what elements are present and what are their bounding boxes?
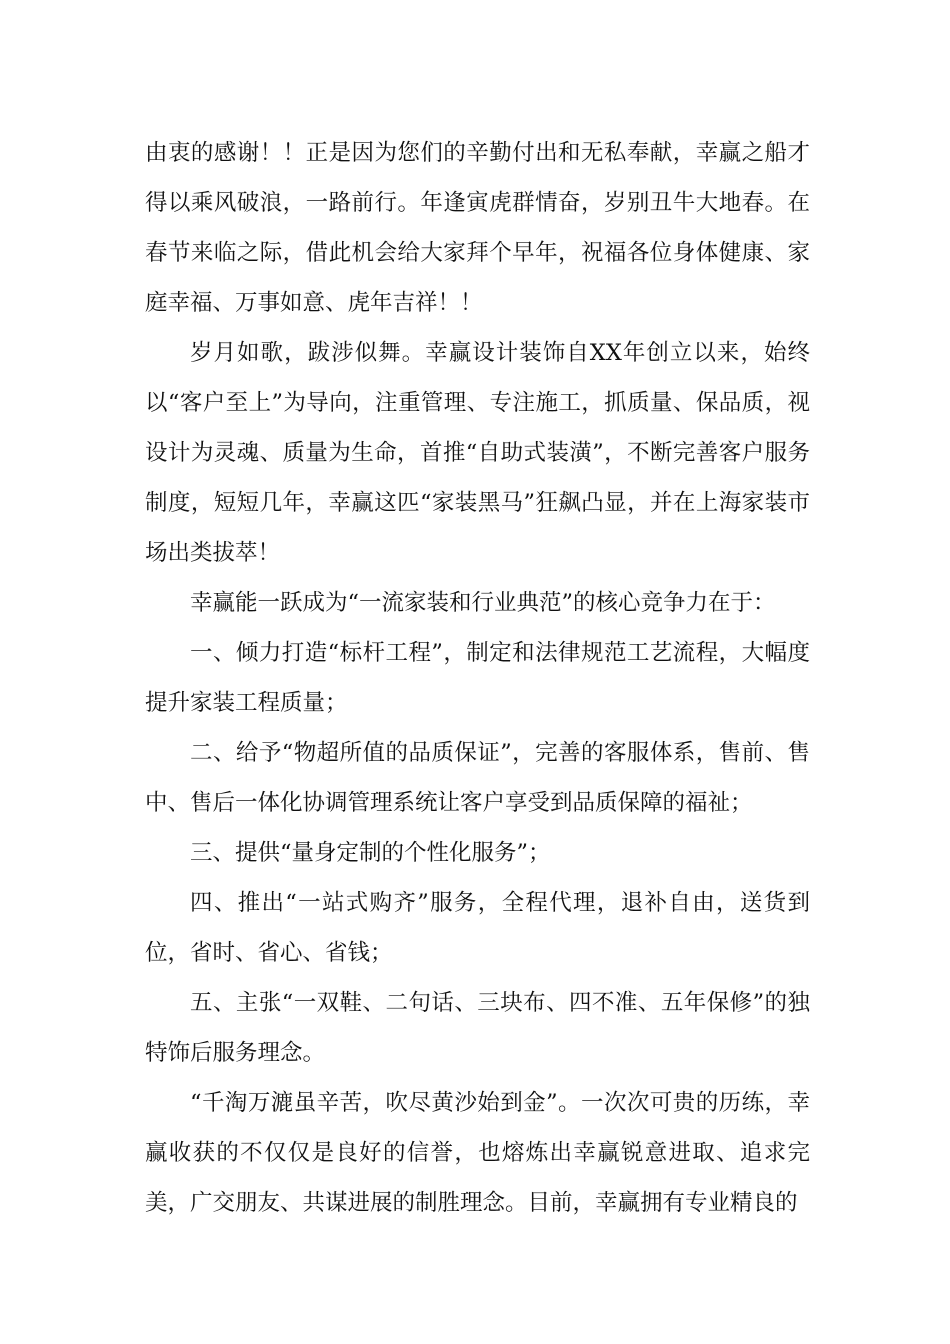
paragraph-6: 三、提供“量身定制的个性化服务”； [190,840,551,866]
paragraph-1: 由衷的感谢！！正是因为您们的辛勤付出和无私奉献，幸赢之船才得以乘风破浪，一路前行。年逢寅虎群情奋，岁别丑牛大地春。在春节来临之际，借此机会给大家拜个早年，祝福各位身体健康、家庭幸福、万事如意、虎年吉祥！！ [145,140,810,316]
paragraph-8: 五、主张“一双鞋、二句话、三块布、四不准、五年保修”的独特饰后服务理念。 [145,990,810,1066]
paragraph-4: 一、倾力打造“标杆工程”，制定和法律规范工艺流程，大幅度提升家装工程质量； [145,640,810,716]
paragraph-9: “千淘万漉虽辛苦，吹尽黄沙始到金”。一次次可贵的历练，幸赢收获的不仅仅是良好的信誉，也熔炼出幸赢锐意进取、追求完美，广交朋友、共谋进展的制胜理念。目前，幸赢拥有专业精良的 [145,1090,810,1216]
paragraph-3: 幸赢能一跃成为“一流家装和行业典范”的核心竞争力在于： [190,590,776,616]
paragraph-5: 二、给予“物超所值的品质保证”，完善的客服体系，售前、售中、售后一体化协调管理系统让客户享受到品质保障的福祉； [145,740,810,816]
paragraph-7: 四、推出“一站式购齐”服务，全程代理，退补自由，送货到位，省时、省心、省钱； [145,890,810,966]
paragraph-2: 岁月如歌，跋涉似舞。幸赢设计装饰自XX年创立以来，始终以“客户至上”为导向，注重管理、专注施工，抓质量、保品质，视设计为灵魂、质量为生命，首推“自助式装潢”，不断完善客户服务制度，短短几年，幸赢这匹“家装黑马”狂飙凸显，并在上海家装市场出类拔萃！ [145,340,810,566]
document-body [145,128,810,1228]
